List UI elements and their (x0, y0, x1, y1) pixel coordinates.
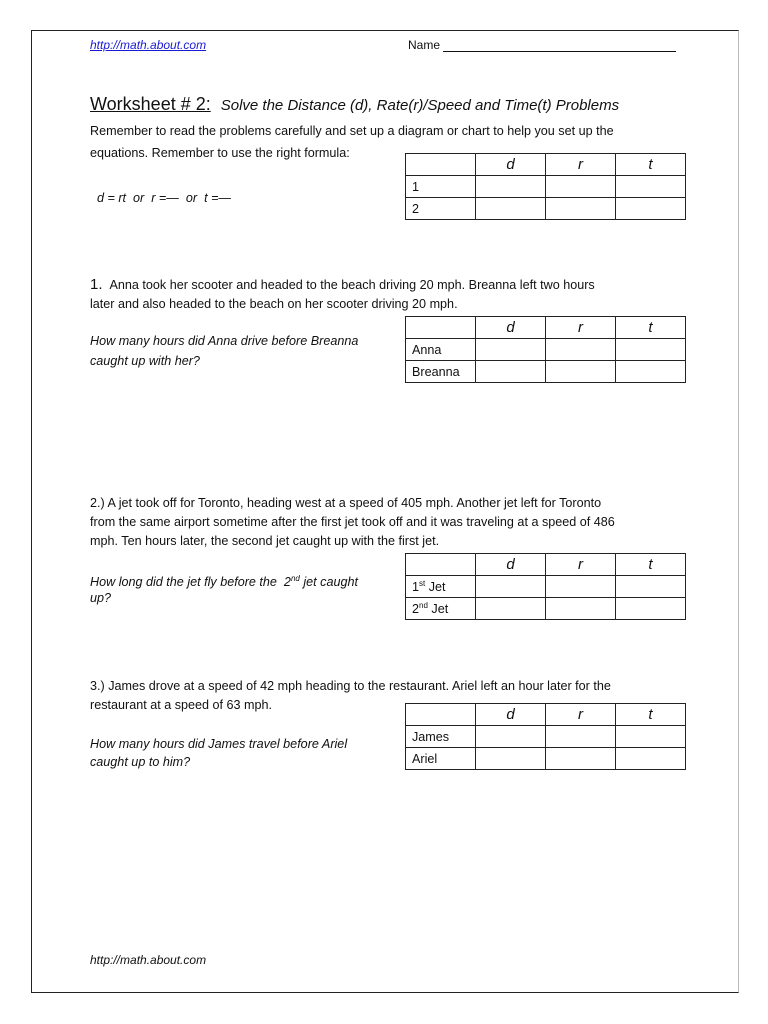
row-label: Breanna (406, 361, 476, 383)
header-t: t (616, 554, 686, 576)
problem1-question-1: How many hours did Anna drive before Breanna (90, 334, 359, 348)
answer-cell[interactable] (476, 748, 546, 770)
answer-cell[interactable] (546, 726, 616, 748)
problem2-table (405, 553, 686, 620)
answer-cell[interactable] (476, 198, 546, 220)
row-label-sup: st (419, 578, 426, 588)
problem2-question-b: jet caught (299, 575, 358, 590)
answer-cell[interactable] (546, 339, 616, 361)
answer-cell[interactable] (616, 176, 686, 198)
answer-cell[interactable] (546, 361, 616, 383)
header-d: d (476, 554, 546, 576)
intro-line-2: equations. Remember to use the right formula: (90, 146, 350, 160)
answer-cell[interactable] (546, 198, 616, 220)
answer-cell[interactable] (616, 726, 686, 748)
answer-cell[interactable] (546, 598, 616, 620)
row-label (406, 598, 476, 620)
intro-line-1: Remember to read the problems carefully and set up a diagram or chart to help you set up the (90, 124, 614, 138)
answer-cell[interactable] (616, 748, 686, 770)
answer-cell[interactable] (616, 339, 686, 361)
header-r: r (546, 704, 616, 726)
row-label: 1 (406, 176, 476, 198)
name-label: Name (408, 38, 441, 52)
answer-cell[interactable] (616, 361, 686, 383)
problem2-question-a: How long did the jet fly before the 2 (90, 575, 291, 590)
answer-cell[interactable] (616, 598, 686, 620)
problem1-question-2: caught up with her? (90, 354, 200, 368)
table-corner-cell (406, 554, 476, 576)
table-header-row (406, 154, 686, 176)
row-label: James (406, 726, 476, 748)
table-row (406, 748, 686, 770)
table-row (406, 361, 686, 383)
problem2-line-3: mph. Ten hours later, the second jet caught up with the first jet. (90, 534, 440, 548)
problem1-number: 1. (90, 276, 103, 293)
table-row (406, 198, 686, 220)
problem2-question-2: up? (90, 591, 112, 605)
table-corner-cell (406, 704, 476, 726)
answer-cell[interactable] (546, 176, 616, 198)
name-field-line[interactable] (443, 51, 676, 52)
problem1-text: Anna took her scooter and headed to the beach driving 20 mph. Breanna left two hours (109, 278, 595, 292)
table-row (406, 598, 686, 620)
problem1-table (405, 316, 686, 383)
intro-table (405, 153, 686, 220)
answer-cell[interactable] (546, 576, 616, 598)
problem2-question-1 (90, 569, 358, 592)
answer-cell[interactable] (476, 726, 546, 748)
row-label: Anna (406, 339, 476, 361)
header-t: t (616, 704, 686, 726)
problem1-line-1 (90, 275, 595, 295)
problem2-question-sup: nd (290, 574, 300, 583)
problem3-question-2: caught up to him? (90, 755, 191, 769)
header-t: t (616, 317, 686, 339)
answer-cell[interactable] (616, 576, 686, 598)
header-d: d (476, 154, 546, 176)
problem3-question-1: How many hours did James travel before Ariel (90, 737, 348, 751)
row-label-text: Jet (427, 602, 449, 617)
problem3-line-1: 3.) James drove at a speed of 42 mph heading to the restaurant. Ariel left an hour later for the (90, 679, 611, 693)
header-d: d (476, 704, 546, 726)
table-corner-cell (406, 154, 476, 176)
title-subtitle: Solve the Distance (d), Rate(r)/Speed and Time(t) Problems (220, 97, 620, 114)
title-main: Worksheet # 2: (90, 94, 211, 114)
row-label-num: 1 (412, 580, 420, 595)
header-d: d (476, 317, 546, 339)
table-header-row (406, 704, 686, 726)
answer-cell[interactable] (476, 176, 546, 198)
row-label: Ariel (406, 748, 476, 770)
table-row (406, 726, 686, 748)
table-header-row (406, 554, 686, 576)
answer-cell[interactable] (476, 598, 546, 620)
table-row (406, 176, 686, 198)
header-r: r (546, 554, 616, 576)
header-t: t (616, 154, 686, 176)
problem3-line-2: restaurant at a speed of 63 mph. (90, 698, 273, 712)
problem1-line-2: later and also headed to the beach on her scooter driving 20 mph. (90, 297, 458, 311)
problem2-line-2: from the same airport sometime after the first jet took off and it was traveling at a speed of 486 (90, 515, 615, 529)
footer-link[interactable]: http://math.about.com (90, 953, 207, 967)
table-row (406, 576, 686, 598)
row-label-text: Jet (425, 580, 446, 595)
row-label-num: 2 (412, 602, 420, 617)
row-label-sup: nd (419, 600, 428, 610)
problem2-line-1: 2.) A jet took off for Toronto, heading west at a speed of 405 mph. Another jet left for Toronto (90, 496, 602, 510)
row-label: 2 (406, 198, 476, 220)
answer-cell[interactable] (476, 361, 546, 383)
formula: d = rt or r =— or t =— (97, 191, 232, 205)
header-r: r (546, 154, 616, 176)
worksheet-title (90, 94, 619, 115)
table-header-row (406, 317, 686, 339)
header-link[interactable]: http://math.about.com (90, 38, 207, 52)
answer-cell[interactable] (616, 198, 686, 220)
header-r: r (546, 317, 616, 339)
answer-cell[interactable] (476, 576, 546, 598)
problem3-table (405, 703, 686, 770)
answer-cell[interactable] (546, 748, 616, 770)
table-row (406, 339, 686, 361)
answer-cell[interactable] (476, 339, 546, 361)
row-label (406, 576, 476, 598)
table-corner-cell (406, 317, 476, 339)
